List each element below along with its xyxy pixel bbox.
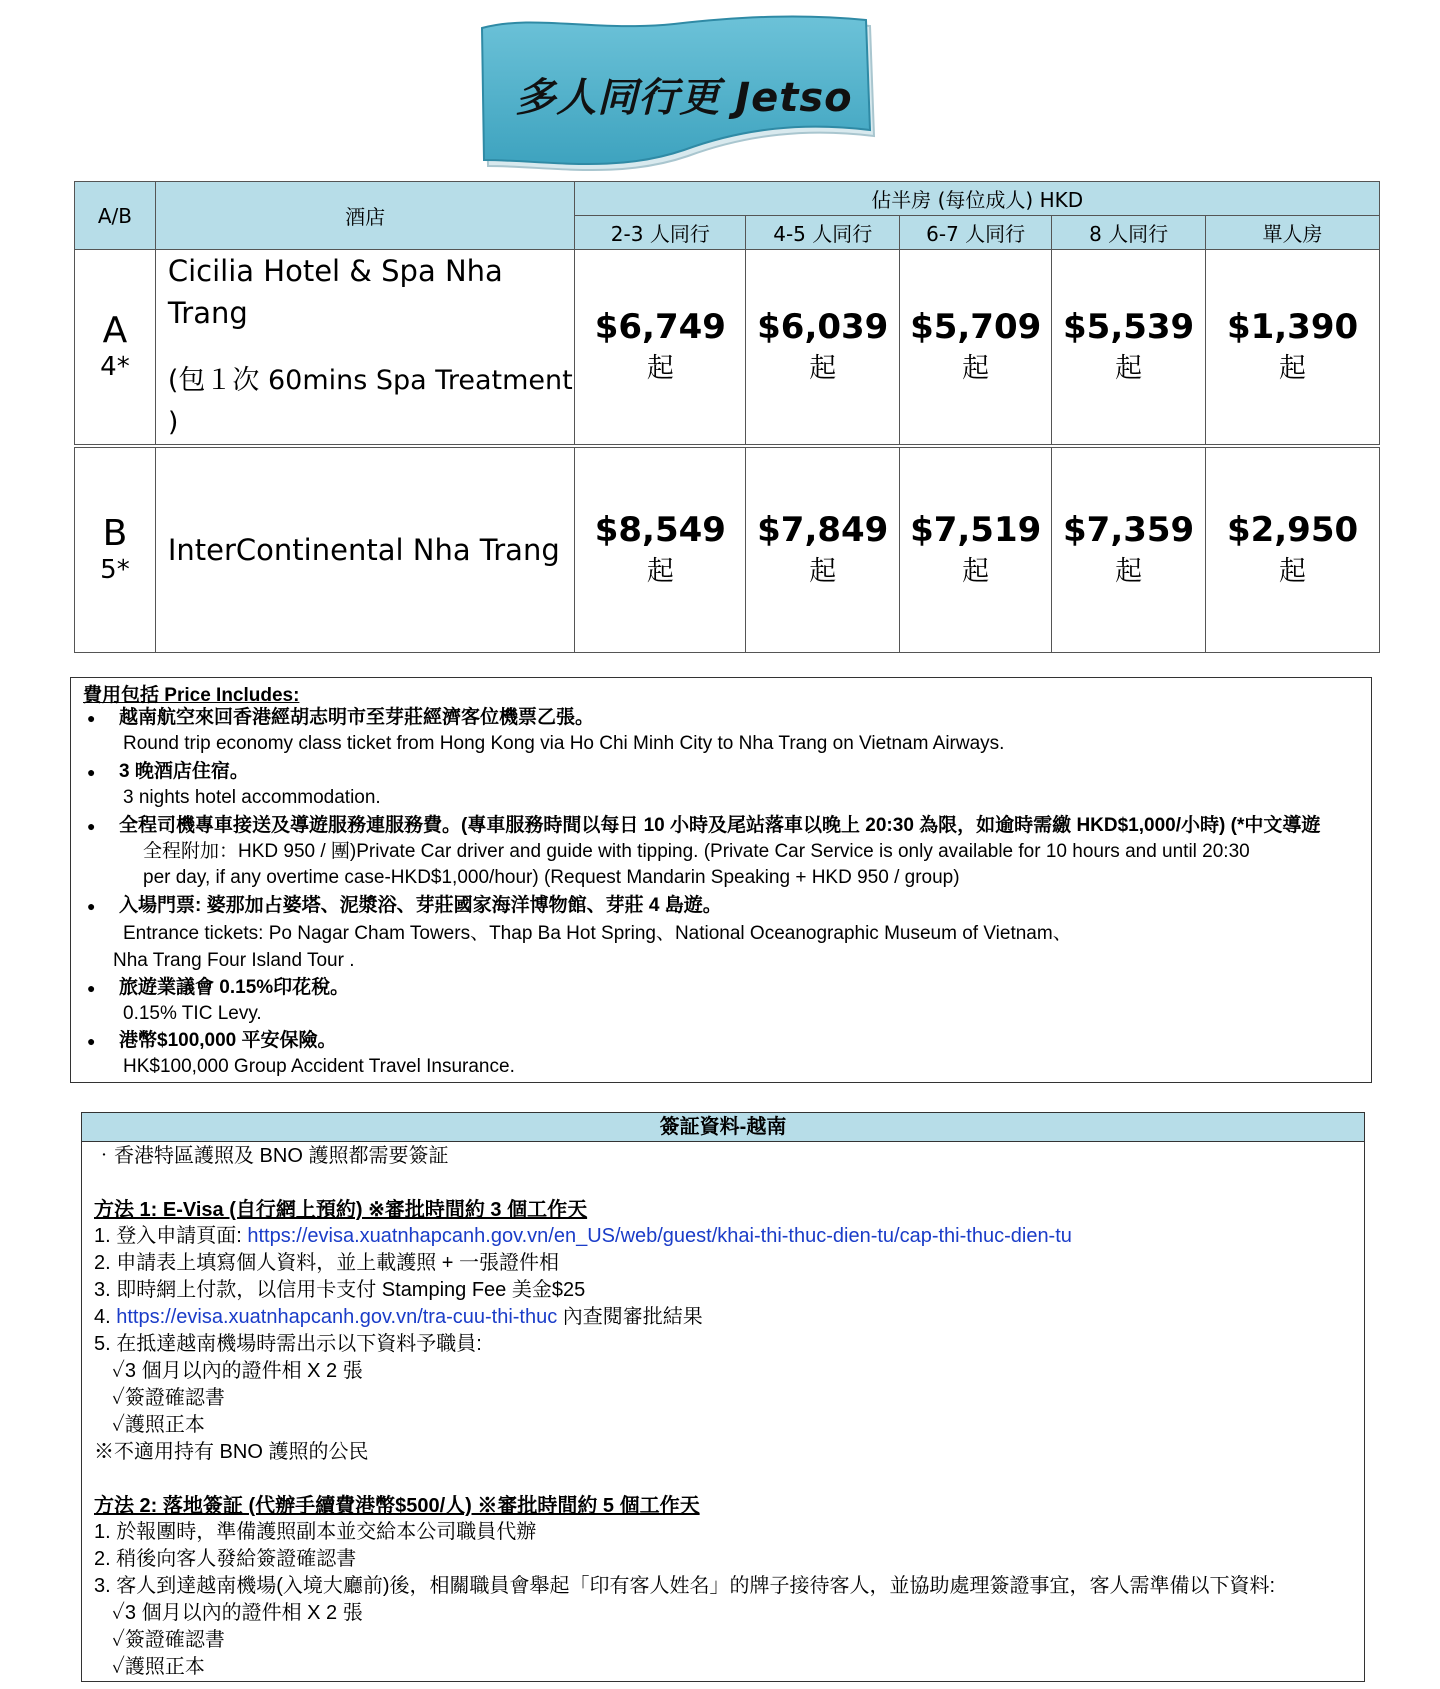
hotel-name: InterContinental Nha Trang xyxy=(167,532,560,567)
price-value: $2,950 xyxy=(1226,509,1359,550)
rating-cell xyxy=(75,446,156,652)
include-en: 0.15% TIC Levy. xyxy=(123,1003,262,1024)
price-suffix: 起 xyxy=(962,555,990,587)
header-hotel: 酒店 xyxy=(155,182,575,250)
bullet-icon: ● xyxy=(87,898,96,914)
price-suffix: 起 xyxy=(646,353,674,384)
table-row xyxy=(75,250,1380,447)
price-value: $8,549 xyxy=(594,509,726,550)
list-item xyxy=(71,813,1361,839)
method2-step3: 3. 客人到達越南機場(入境大廳前)後，相關職員會舉起「印有客人姓名」的牌子接待客人，並協助處理簽證事宜，客人需準備以下資料: xyxy=(94,1575,1276,1597)
price-suffix: 起 xyxy=(962,353,990,384)
check-item: ✓護照正本 xyxy=(112,1656,205,1678)
visa-intro: ‧香港特區護照及 BNO 護照都需要簽証 xyxy=(94,1145,449,1167)
price-value: $7,849 xyxy=(757,509,889,550)
hotel-letter: B xyxy=(102,512,128,554)
price-value: $6,749 xyxy=(594,307,726,347)
check-item: ✓3 個月以內的證件相 X 2 張 xyxy=(112,1602,363,1624)
price-value: $6,039 xyxy=(757,307,889,347)
visa-info-box xyxy=(81,1112,1365,1682)
check-item: ✓護照正本 xyxy=(112,1414,205,1436)
method2-heading: 方法 2: 落地簽証 (代辦手續費港幣$500/人) ※審批時間約 5 個工作天 xyxy=(94,1495,700,1517)
include-zh: 越南航空來回香港經胡志明市至芽莊經濟客位機票乙張。 xyxy=(119,707,595,728)
check-item: ✓3 個月以內的證件相 X 2 張 xyxy=(112,1360,363,1382)
price-suffix: 起 xyxy=(809,555,837,587)
bullet-icon: ● xyxy=(87,764,96,780)
price-cell xyxy=(900,250,1052,447)
subheader-6-7: 6-7 人同行 xyxy=(900,216,1052,250)
price-cell xyxy=(1052,446,1206,652)
include-en: 全程附加：HKD 950 / 團)Private Car driver and guide with tipping. (Private Car Service is only available for 10 hours and until 20:30 xyxy=(143,841,1250,862)
price-cell xyxy=(746,446,900,652)
evisa-apply-link[interactable]: https://evisa.xuatnhapcanh.gov.vn/en_US/web/guest/khai-thi-thuc-dien-tu/cap-thi-thuc-dien-tu xyxy=(247,1225,1072,1247)
hotel-letter: A xyxy=(102,310,128,351)
bullet-icon: ● xyxy=(87,980,96,996)
list-item xyxy=(71,975,1361,1001)
price-cell xyxy=(575,446,746,652)
price-suffix: 起 xyxy=(1279,555,1307,587)
price-value: $7,519 xyxy=(910,509,1042,550)
include-zh: 旅遊業議會 0.15%印花稅。 xyxy=(119,977,350,998)
include-en: Entrance tickets: Po Nagar Cham Towers、Thap Ba Hot Spring、National Oceanographic Museum of Vietnam、 xyxy=(123,923,1072,944)
list-item xyxy=(71,893,1361,919)
subheader-8: 8 人同行 xyxy=(1052,216,1206,250)
hotel-name: Cicilia Hotel & Spa Nha xyxy=(167,254,503,288)
method1-step3: 3. 即時網上付款，以信用卡支付 Stamping Fee 美金$25 xyxy=(94,1279,586,1301)
bullet-icon: ● xyxy=(87,1033,96,1049)
hotel-name-line2: Trang xyxy=(167,296,248,330)
price-cell xyxy=(575,250,746,447)
price-cell xyxy=(746,250,900,447)
list-item xyxy=(71,759,1361,785)
method1-heading: 方法 1: E-Visa (自行網上預約) ※審批時間約 3 個工作天 xyxy=(94,1199,588,1221)
hotel-star: 4* xyxy=(100,352,130,382)
include-en: HK$100,000 Group Accident Travel Insurance. xyxy=(123,1056,515,1077)
price-value: $5,709 xyxy=(910,307,1042,347)
price-suffix: 起 xyxy=(1115,353,1143,384)
list-item xyxy=(71,1028,1361,1054)
method2-step2: 2. 稍後向客人發給簽證確認書 xyxy=(94,1548,357,1570)
price-value: $7,359 xyxy=(1063,509,1195,550)
method1-note: ※不適用持有 BNO 護照的公民 xyxy=(94,1441,369,1463)
price-suffix: 起 xyxy=(646,555,674,587)
step-label: 4. xyxy=(94,1306,117,1328)
price-includes-box xyxy=(70,677,1372,1083)
list-item xyxy=(71,705,1361,731)
hotel-name-cell xyxy=(155,446,575,652)
banner-title: 多人同行更 Jetso xyxy=(515,75,853,121)
bullet-icon: ● xyxy=(87,818,96,834)
price-suffix: 起 xyxy=(809,353,837,384)
check-item: ✓簽證確認書 xyxy=(112,1629,225,1651)
visa-title: 簽証資料-越南 xyxy=(82,1113,1364,1142)
hotel-note: (包１次 60mins Spa Treatment ) xyxy=(167,365,573,438)
price-value: $5,539 xyxy=(1063,307,1195,347)
check-item: ✓簽證確認書 xyxy=(112,1387,225,1409)
subheader-single: 單人房 xyxy=(1206,216,1380,250)
method1-step4 xyxy=(94,1304,703,1330)
price-suffix: 起 xyxy=(1115,555,1143,587)
price-cell xyxy=(1052,250,1206,447)
hotel-star: 5* xyxy=(100,554,130,585)
step-label: 1. 登入申請頁面: xyxy=(94,1225,248,1247)
price-cell xyxy=(1206,250,1380,447)
include-zh: 入場門票: 婆那加占婆塔、泥漿浴、芽莊國家海洋博物館、芽莊 4 島遊。 xyxy=(119,895,722,916)
include-en: Round trip economy class ticket from Hong Kong via Ho Chi Minh City to Nha Trang on Vietnam Airways. xyxy=(123,733,1005,754)
hotel-name-cell xyxy=(155,250,575,447)
subheader-2-3: 2-3 人同行 xyxy=(575,216,746,250)
price-suffix: 起 xyxy=(1279,353,1307,384)
include-en: Nha Trang Four Island Tour . xyxy=(113,950,355,971)
method1-step5: 5. 在抵達越南機場時需出示以下資料予職員: xyxy=(94,1333,482,1355)
price-table xyxy=(74,181,1380,653)
price-cell xyxy=(900,446,1052,652)
price-value: $1,390 xyxy=(1226,307,1359,347)
bullet-icon: ● xyxy=(87,710,96,726)
table-row xyxy=(75,446,1380,652)
include-zh: 3 晚酒店住宿。 xyxy=(119,761,249,782)
method2-step1: 1. 於報團時，準備護照副本並交給本公司職員代辦 xyxy=(94,1521,537,1543)
banner xyxy=(474,10,884,176)
price-includes-title: 費用包括 Price Includes: xyxy=(83,685,300,706)
evisa-check-link[interactable]: https://evisa.xuatnhapcanh.gov.vn/tra-cuu-thi-thuc xyxy=(116,1306,558,1328)
rating-cell xyxy=(75,250,156,447)
header-ab: A/B xyxy=(75,182,156,250)
price-cell xyxy=(1206,446,1380,652)
subheader-4-5: 4-5 人同行 xyxy=(746,216,900,250)
step-suffix: 內查閱審批結果 xyxy=(557,1306,703,1328)
include-zh: 港幣$100,000 平安保險。 xyxy=(119,1030,337,1051)
method1-step2: 2. 申請表上填寫個人資料，並上載護照 + 一張證件相 xyxy=(94,1252,560,1274)
header-price-group: 佔半房 (每位成人) HKD xyxy=(575,182,1380,216)
method1-step1 xyxy=(94,1223,1072,1249)
include-en: 3 nights hotel accommodation. xyxy=(123,787,381,808)
include-en: per day, if any overtime case-HKD$1,000/hour) (Request Mandarin Speaking + HKD 950 / group) xyxy=(143,867,960,888)
include-zh: 全程司機專車接送及導遊服務連服務費。(專車服務時間以每日 10 小時及尾站落車以晚上 20:30 為限，如逾時需繳 HKD$1,000/小時) (*中文導遊 xyxy=(119,815,1321,836)
